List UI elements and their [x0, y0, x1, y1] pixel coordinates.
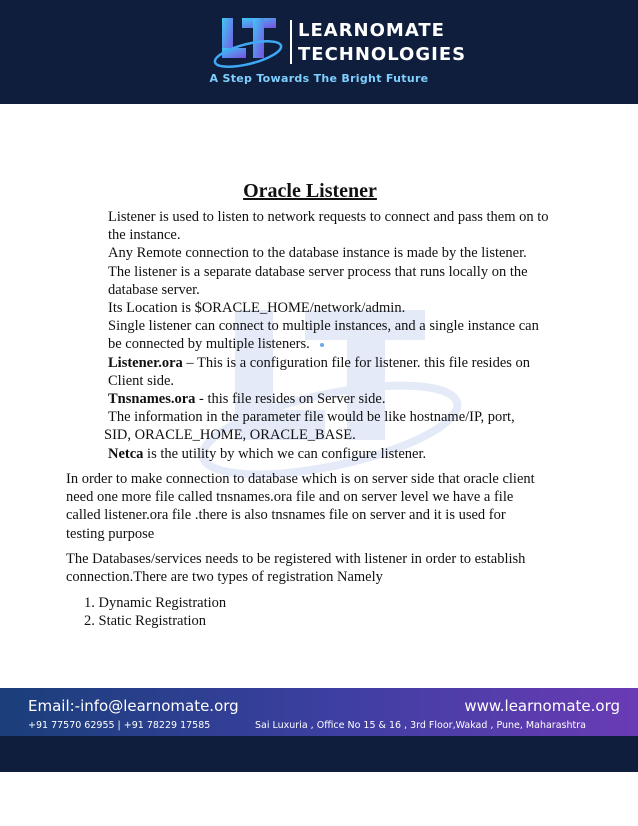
point-text: be connected by multiple listeners. — [108, 336, 310, 353]
paragraph-line: In order to make connection to database which is on server side that oracle client — [66, 471, 535, 487]
term-netca: Netca — [108, 445, 144, 462]
point-line: Client side. — [108, 372, 175, 389]
point-line: Listener is used to listen to network requests to connect and pass them on to — [108, 209, 549, 225]
registration-list — [84, 594, 226, 630]
point-text: is the utility by which we can configure listener. — [143, 445, 427, 462]
list-item: 2. Static Registration — [84, 613, 207, 630]
list-item: 1. Dynamic Registration — [84, 595, 227, 611]
page-title: Oracle Listener — [243, 180, 377, 202]
point-line — [108, 354, 568, 372]
bottom-band — [0, 736, 638, 772]
paragraph-line: need one more file called tnsnames.ora file and on server level we have a file — [66, 489, 514, 506]
term-listener-ora: Listener.ora — [108, 354, 183, 371]
paragraph-line: called listener.ora file .there is also tnsnames file on server and it is used for — [66, 507, 506, 524]
point-text: - this file resides on Server side. — [195, 391, 386, 408]
brand-name-line1: LEARNOMATE — [298, 20, 445, 41]
footer-address: Sai Luxuria , Office No 15 & 16 , 3rd Floor,Wakad , Pune, Maharashtra — [255, 720, 586, 731]
brand-divider — [290, 20, 292, 64]
page-footer — [0, 688, 638, 736]
connection-paragraph — [66, 470, 576, 543]
point-line: The information in the parameter file would be like hostname/IP, port, — [108, 409, 515, 426]
bullet-dot-icon — [320, 343, 324, 347]
point-line: database server. — [108, 281, 200, 298]
point-line: The listener is a separate database server process that runs locally on the — [108, 263, 528, 280]
point-line: Single listener can connect to multiple instances, and a single instance can — [108, 318, 539, 335]
point-line — [108, 445, 568, 463]
point-line — [108, 390, 568, 408]
page-header — [0, 0, 638, 104]
footer-website-link[interactable]: www.learnomate.org — [464, 697, 620, 715]
listener-points — [104, 208, 568, 463]
point-text: – This is a configuration file for listener. this file resides on — [182, 354, 531, 371]
point-line: the instance. — [108, 227, 181, 244]
point-line: SID, ORACLE_HOME, ORACLE_BASE. — [104, 427, 356, 444]
paragraph-line: connection.There are two types of registration Namely — [66, 569, 383, 586]
footer-phone-numbers: +91 77570 62955 | +91 78229 17585 — [28, 720, 211, 731]
paragraph-line: testing purpose — [66, 525, 155, 542]
point-line: Its Location is $ORACLE_HOME/network/admin. — [108, 300, 406, 317]
brand-name-line2: TECHNOLOGIES — [298, 44, 467, 65]
brand-tagline: A Step Towards The Bright Future — [209, 72, 429, 85]
learnomate-logo-icon — [212, 14, 284, 74]
point-line — [108, 335, 568, 353]
registration-paragraph — [66, 550, 576, 586]
term-tnsnames-ora: Tnsnames.ora — [108, 391, 196, 408]
paragraph-line: The Databases/services needs to be registered with listener in order to establish — [66, 551, 526, 567]
footer-email-link[interactable]: Email:-info@learnomate.org — [28, 697, 239, 715]
point-line: Any Remote connection to the database instance is made by the listener. — [108, 245, 527, 262]
